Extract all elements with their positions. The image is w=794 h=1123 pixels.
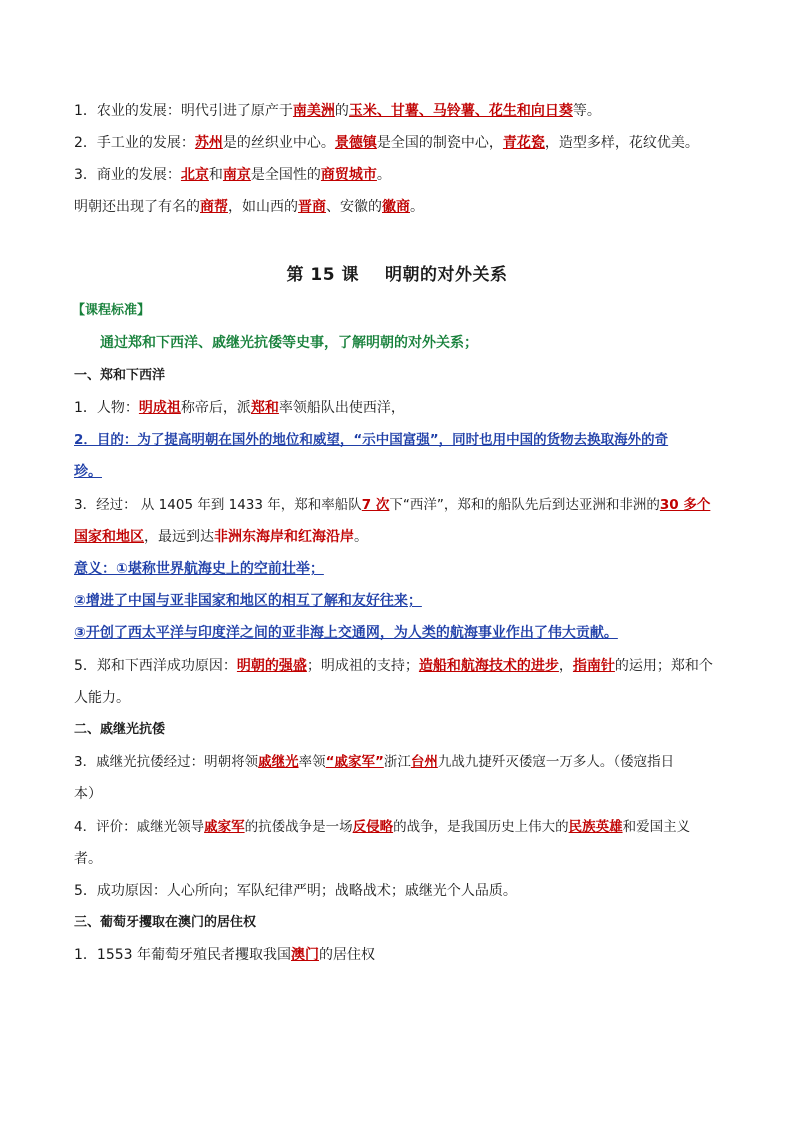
text: 、安徽的 [326,199,382,215]
answer-porcelain: 青花瓷 [502,135,545,151]
text: 的 [334,103,349,119]
text: 。 [376,167,391,183]
zhenghe-process-line-2 [74,527,368,547]
text: 3．商业的发展： [74,167,181,183]
agriculture-line [74,101,601,121]
text: 浙江 [383,754,411,770]
answer-shangbang: 商帮 [200,199,228,215]
zhenghe-success-line-2: 人能力。 [74,690,130,706]
answer-anti-aggression: 反侵略 [352,819,394,835]
zhenghe-success-line-1 [74,656,713,676]
answer-national-hero: 民族英雄 [568,819,623,835]
zhenghe-significance-1: 意义：①堪称世界航海史上的空前壮举； [74,561,324,577]
text: 2．手工业的发展： [74,135,195,151]
text: 的战争，是我国历史上伟大的 [393,819,569,835]
lesson-title [0,264,794,286]
curriculum-standard-text: 通过郑和下西洋、戚继光抗倭等史事，了解明朝的对外关系； [100,335,478,351]
text: 。 [354,529,368,545]
section-heading-zhenghe: 一、郑和下西洋 [74,368,166,383]
answer-seven-times: 7 次 [361,497,390,513]
section-heading-macau: 三、葡萄牙攫取在澳门的居住权 [74,915,257,930]
answer-beijing: 北京 [180,167,209,183]
answer-qijiguang: 戚继光 [258,754,299,770]
zhenghe-significance-2: ②增进了中国与亚非国家和地区的相互了解和友好往来； [74,593,422,609]
answer-compass: 指南针 [572,658,615,674]
answer-jinshang: 晋商 [298,199,326,215]
text: 的运用；郑和个 [614,658,713,674]
text: ， [558,658,573,674]
section-heading-qijiguang: 二、戚继光抗倭 [74,722,166,737]
text: ，造型多样，花纹优美。 [544,135,699,151]
answer-shipbuilding: 造船和航海技术的进步 [418,658,559,674]
zhenghe-process-line-1 [74,495,710,515]
text: 明朝还出现了有名的 [74,199,200,215]
zhenghe-person-line [74,398,405,418]
answer-qijiajun: 戚家军 [204,819,245,835]
merchant-guild-line [74,197,424,217]
answer-ming-strength: 明朝的强盛 [236,658,307,674]
text: 是全国性的 [250,167,321,183]
answer-trade-city: 商贸城市 [320,167,377,183]
text: 1．人物： [74,400,139,416]
text: 的抗倭战争是一场 [244,819,353,835]
zhenghe-purpose-line-2: 珍。 [74,464,102,480]
zhenghe-significance-3: ③开创了西太平洋与印度洋之间的亚非海上交通网，为人类的航海事业作出了伟大贡献。 [74,625,618,641]
answer-africa-red-sea: 非洲东海岸和红海沿岸 [214,529,354,545]
macau-line [74,945,375,965]
commerce-line [74,165,391,185]
text: 是的丝织业中心。 [222,135,335,151]
text: ；明成祖的支持； [306,658,419,674]
text: 的居住权 [319,947,375,963]
answer-mingchengzu: 明成祖 [138,400,181,416]
answer-taizhou: 台州 [410,754,438,770]
curriculum-standard-label: 【课程标准】 [72,303,151,318]
answer-countries-regions: 国家和地区 [74,529,144,545]
qijiguang-process-line-2: 本） [74,786,102,802]
text: 等。 [572,103,601,119]
answer-zhenghe: 郑和 [250,400,279,416]
text: 率领 [298,754,326,770]
qijiguang-evaluation-line-2: 者。 [74,851,102,867]
text: 3．戚继光抗倭经过：明朝将领 [74,754,259,770]
answer-jingdezhen: 景德镇 [334,135,377,151]
qijiguang-process-line-1 [74,752,674,772]
text: 是全国的制瓷中心， [376,135,503,151]
text: 率领船队出使西洋， [278,400,405,416]
text: 。 [410,199,424,215]
text: 3．经过： 从 1405 年到 1433 年，郑和率船队 [74,497,362,513]
answer-qijiajun: “戚家军” [325,754,384,770]
text: ，最远到达 [144,529,214,545]
handicraft-line [74,133,699,153]
lesson-number: 第 15 课 [286,265,359,285]
qijiguang-success-line: 5．成功原因：人心所向；军队纪律严明；战略战术；戚继光个人品质。 [74,883,517,899]
answer-south-america: 南美洲 [292,103,335,119]
lesson-name: 明朝的对外关系 [385,265,508,285]
text: 1．1553 年葡萄牙殖民者攫取我国 [74,947,291,963]
text: 1．农业的发展：明代引进了原产于 [74,103,293,119]
zhenghe-purpose-line-1: 2．目的：为了提高明朝在国外的地位和威望，“示中国富强”，同时也用中国的货物去换取海外的奇 [74,432,669,448]
text: 称帝后，派 [180,400,251,416]
text: 九战九捷歼灭倭寇一万多人。（倭寇指日 [437,754,675,770]
text: 和 [208,167,223,183]
text: ，如山西的 [228,199,298,215]
qijiguang-evaluation-line-1 [74,817,690,837]
text: 4．评价：戚继光领导 [74,819,205,835]
answer-macau: 澳门 [291,947,319,963]
answer-nanjing: 南京 [222,167,251,183]
answer-30-plus: 30 多个 [659,497,711,513]
text: 下“西洋”，郑和的船队先后到达亚洲和非洲的 [389,497,660,513]
answer-huishang: 徽商 [382,199,410,215]
answer-crops: 玉米、甘薯、马铃薯、花生和向日葵 [348,103,573,119]
text: 和爱国主义 [622,819,691,835]
answer-suzhou: 苏州 [194,135,223,151]
text: 5．郑和下西洋成功原因： [74,658,237,674]
